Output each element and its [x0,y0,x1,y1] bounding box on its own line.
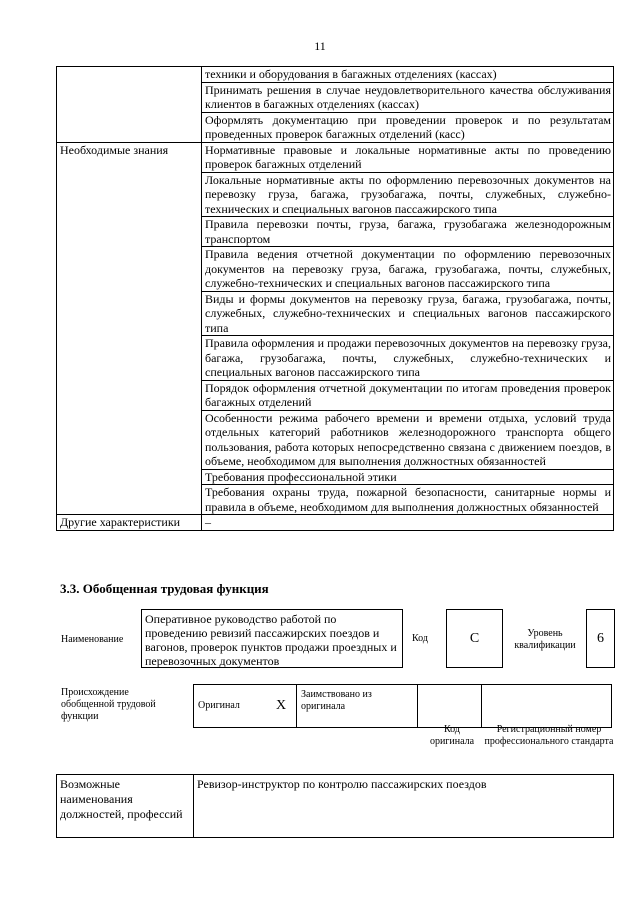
level-value-box: 6 [586,609,615,668]
row-item: Требования профессиональной этики [202,469,614,485]
origin-code-cell [418,685,482,728]
origin-mark: X [275,698,287,713]
row-item: Особенности режима рабочего времени и времени отдыха, условий труда отдельных категорий работников железнодорожного транспорта общего пользования, работа которых непосредственно связана с движением поездов, в объеме, необходимом для выполнения должностных обязанностей [202,410,614,469]
table-row [57,67,614,83]
row-label: Другие характеристики [57,515,202,531]
table-row [57,142,614,172]
row-item: – [202,515,614,531]
row-item: Оформлять документацию при проведении проверок и по результатам проведенных проверок багажных отделений (касс) [202,112,614,142]
origin-table [193,684,612,728]
origin-borrowed-cell [297,685,418,728]
page-number: 11 [314,39,326,53]
section-title: 3.3. Обобщенная трудовая функция [60,581,269,596]
row-item: Порядок оформления отчетной документации по итогам проведения проверок багажных отделений [202,380,614,410]
professions-value: Ревизор-инструктор по контролю пассажирских поездов [194,775,614,838]
row-item: Принимать решения в случае неудовлетворительного качества обслуживания клиентов в багажных отделениях (кассах) [202,82,614,112]
origin-code-caption: Код оригинала [429,724,475,747]
row-item: Требования охраны труда, пожарной безопасности, санитарные нормы и правила в объеме, необходимом для выполнения должностных обязанностей [202,485,614,515]
code-label: Код [412,633,428,644]
origin-original-cell [194,685,267,728]
row-label [57,67,202,143]
code-value-box: C [446,609,503,668]
row-label: Необходимые знания [57,142,202,515]
function-name-box: Оперативное руководство работой по проведению ревизий пассажирских поездов и вагонов, проверок пунктов продажи проездных и перевозочных документов [141,609,403,668]
name-label: Наименование [61,634,124,645]
professions-label: Возможные наименования должностей, профессий [57,775,194,838]
requirements-table [56,66,614,531]
row-item: Локальные нормативные акты по оформлению перевозочных документов на перевозку груза, багажа, грузобагажа, почты, служебных, служебно-технических и специальных вагонов пассажирского типа [202,172,614,217]
table-row [57,515,614,531]
origin-reg-caption: Регистрационный номер профессионального стандарта [484,724,614,747]
row-item: Правила ведения отчетной документации по оформлению перевозочных документов на перевозку груза, багажа, грузобагажа, почты, служебных, служебно-технических и специальных вагонов пассажирского типа [202,247,614,292]
row-item: Правила перевозки почты, груза, багажа, грузобагажа железнодорожным транспортом [202,217,614,247]
professions-table [56,774,614,838]
level-label: Уровень квалификации [514,628,576,651]
row-item: Виды и формы документов на перевозку груза, багажа, грузобагажа, почты, служебных, служебно-технических и специальных вагонов пассажирского типа [202,291,614,336]
origin-label: Происхождение обобщенной трудовой функции [61,687,156,722]
origin-borrowed-label: Заимствовано из оригинала [301,689,372,712]
row-item: Нормативные правовые и локальные нормативные акты по проведению проверок багажных отделений [202,142,614,172]
row-item: Правила оформления и продажи перевозочных документов на перевозку груза, багажа, грузобагажа, почты, служебных, служебно-технических и специальных вагонов пассажирского типа [202,336,614,381]
origin-mark-cell [266,685,297,728]
origin-reg-cell [482,685,612,728]
row-item: техники и оборудования в багажных отделениях (кассах) [202,67,614,83]
origin-original-label: Оригинал [198,700,240,711]
